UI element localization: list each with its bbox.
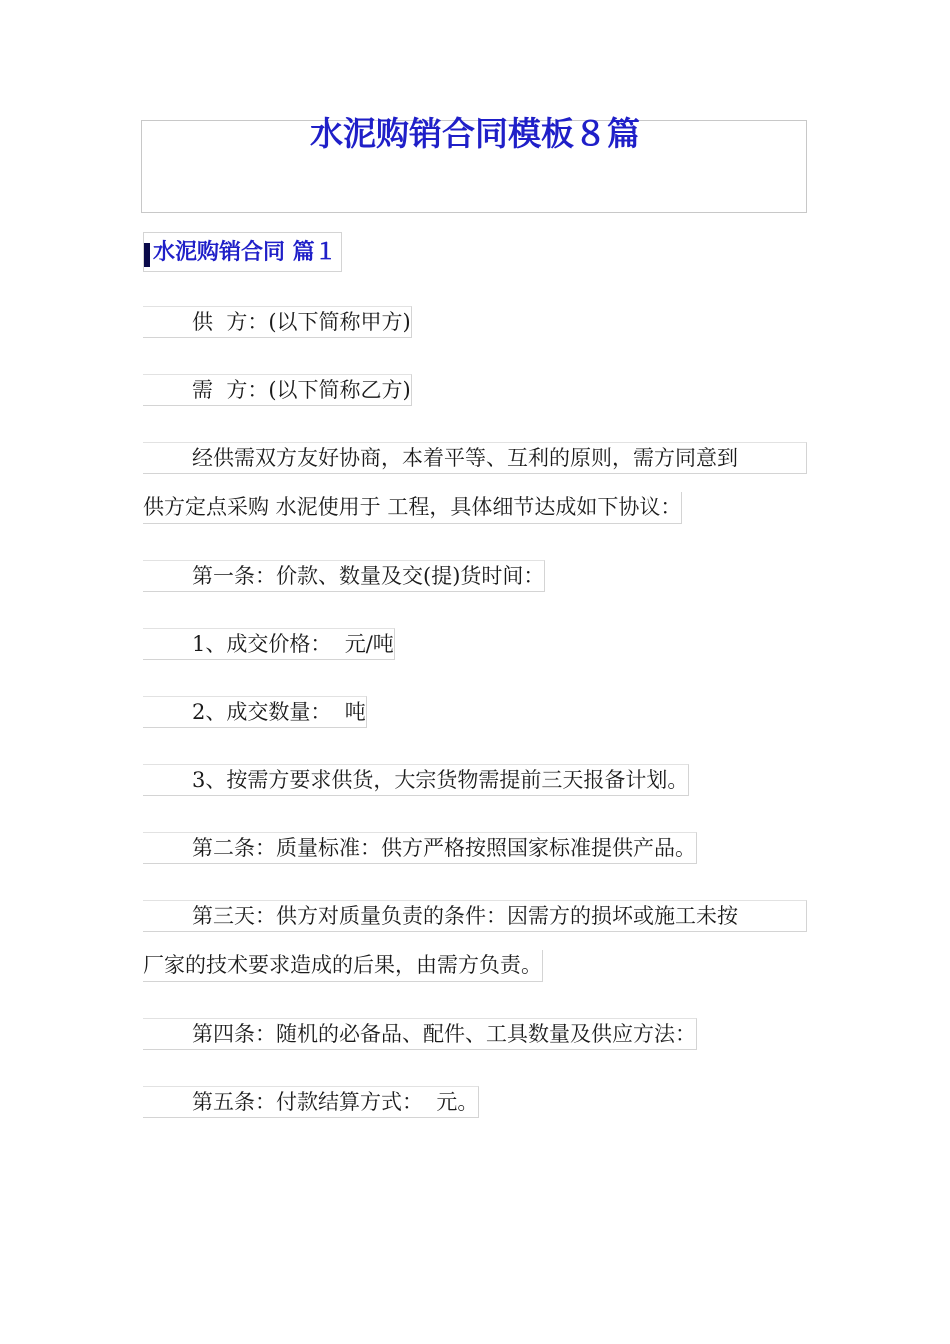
paragraph-article-5: 第五条：付款结算方式： 元。 xyxy=(143,1086,479,1118)
paragraph-article-4: 第四条：随机的必备品、配件、工具数量及供应方法： xyxy=(143,1018,697,1050)
paragraph-agreement-line-2: 供方定点采购 水泥使用于 工程，具体细节达成如下协议： xyxy=(143,492,682,524)
paragraph-buyer: 需 方：(以下简称乙方) xyxy=(143,374,412,406)
paragraph-article-2: 第二条：质量标准：供方严格按照国家标准提供产品。 xyxy=(143,832,697,864)
heading-marker-icon xyxy=(144,243,150,267)
document-title: 水泥购销合同模板８篇 xyxy=(310,114,640,153)
paragraph-article-1: 第一条：价款、数量及交(提)货时间： xyxy=(143,560,545,592)
paragraph-agreement-line-1: 经供需双方友好协商，本着平等、互利的原则，需方同意到 xyxy=(143,442,807,474)
paragraph-article-3-line-1: 第三天：供方对质量负责的条件：因需方的损坏或施工未按 xyxy=(143,900,807,932)
paragraph-quantity: 2、成交数量： 吨 xyxy=(143,696,367,728)
section-heading-text: 水泥购销合同 篇１ xyxy=(153,239,337,265)
paragraph-supplier: 供 方：(以下简称甲方) xyxy=(143,306,412,338)
paragraph-price: 1、成交价格： 元/吨 xyxy=(143,628,395,660)
paragraph-supply-plan: 3、按需方要求供货，大宗货物需提前三天报备计划。 xyxy=(143,764,689,796)
paragraph-article-3-line-2: 厂家的技术要求造成的后果，由需方负责。 xyxy=(143,950,543,982)
section-heading xyxy=(143,232,342,272)
